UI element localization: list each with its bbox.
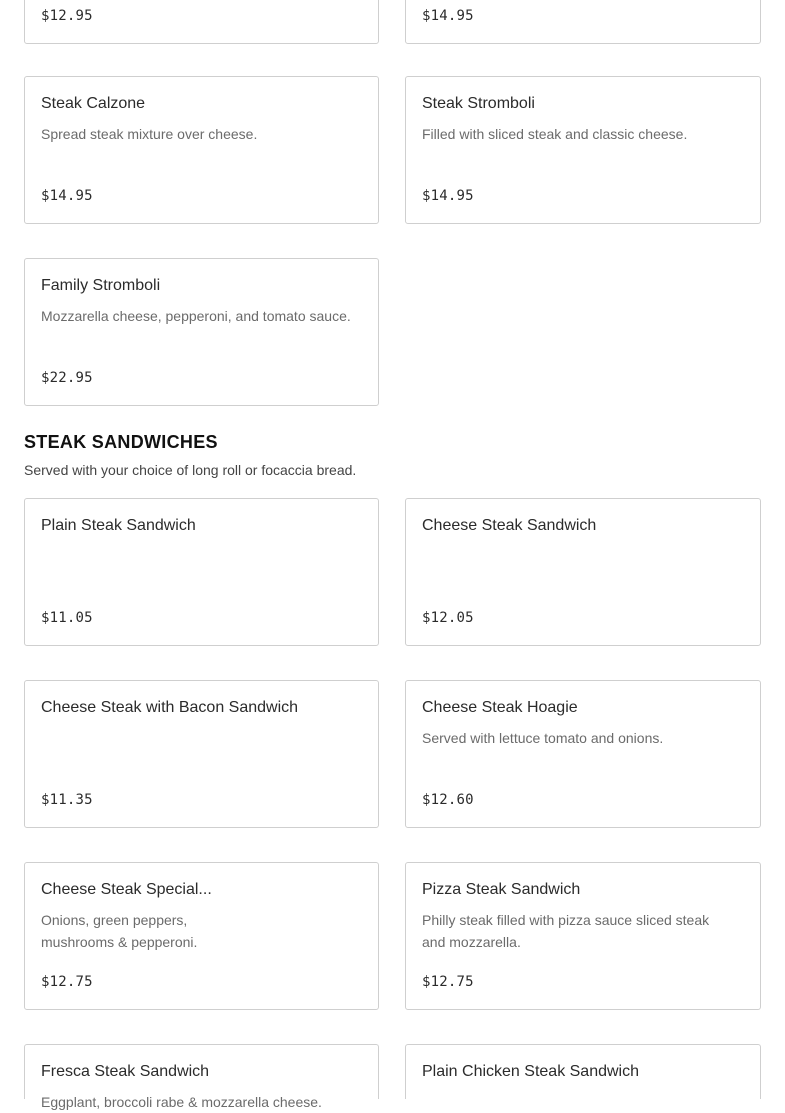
item-price: $14.95 — [422, 188, 474, 204]
menu-item-card[interactable] — [24, 76, 379, 224]
menu-item-card[interactable] — [24, 1044, 379, 1110]
item-name: Family Stromboli — [41, 277, 161, 294]
section-title: STEAK SANDWICHES — [24, 432, 218, 452]
item-price: $14.95 — [422, 8, 474, 24]
menu-item-card[interactable] — [24, 258, 379, 406]
item-name: Cheese Steak with Bacon Sandwich — [41, 699, 299, 716]
menu-item-card[interactable] — [24, 862, 379, 1010]
item-price: $12.60 — [422, 792, 474, 808]
item-description: Onions, green peppers, mushrooms & pepperoni. — [41, 912, 198, 950]
item-name: Cheese Steak Special... — [41, 881, 212, 898]
item-name: Steak Stromboli — [422, 95, 535, 112]
menu-item-card[interactable] — [405, 680, 761, 828]
menu-item-card[interactable] — [405, 498, 761, 646]
item-description: Filled with sliced steak and classic cheese. — [422, 126, 688, 142]
item-name: Steak Calzone — [41, 95, 146, 112]
item-price: $11.05 — [41, 610, 93, 626]
menu-item-card[interactable] — [24, 680, 379, 828]
item-price: $14.95 — [41, 188, 93, 204]
item-description: Mozzarella cheese, pepperoni, and tomato sauce. — [41, 308, 351, 324]
item-name: Fresca Steak Sandwich — [41, 1063, 210, 1080]
item-description: Eggplant, broccoli rabe & mozzarella cheese. — [41, 1094, 322, 1110]
item-price: $22.95 — [41, 370, 93, 386]
menu-item-card[interactable] — [405, 862, 761, 1010]
menu-item-card[interactable] — [24, 0, 379, 44]
item-price: $12.05 — [422, 610, 474, 626]
item-name: Pizza Steak Sandwich — [422, 881, 581, 898]
item-price: $12.75 — [41, 974, 93, 990]
item-price: $12.75 — [422, 974, 474, 990]
item-name: Cheese Steak Sandwich — [422, 517, 597, 534]
item-name: Plain Steak Sandwich — [41, 517, 196, 534]
item-name: Cheese Steak Hoagie — [422, 699, 578, 716]
menu-item-card[interactable] — [405, 0, 761, 44]
section-subtitle: Served with your choice of long roll or focaccia bread. — [24, 462, 357, 478]
menu-item-card[interactable] — [405, 76, 761, 224]
item-description: Philly steak filled with pizza sauce sliced steak and mozzarella. — [422, 912, 710, 950]
item-price: $11.35 — [41, 792, 93, 808]
item-description: Served with lettuce tomato and onions. — [422, 730, 664, 746]
menu-item-card[interactable] — [24, 498, 379, 646]
item-name: Plain Chicken Steak Sandwich — [422, 1063, 640, 1080]
item-description: Spread steak mixture over cheese. — [41, 126, 258, 142]
menu-item-card[interactable] — [405, 1044, 761, 1099]
item-price: $12.95 — [41, 8, 93, 24]
